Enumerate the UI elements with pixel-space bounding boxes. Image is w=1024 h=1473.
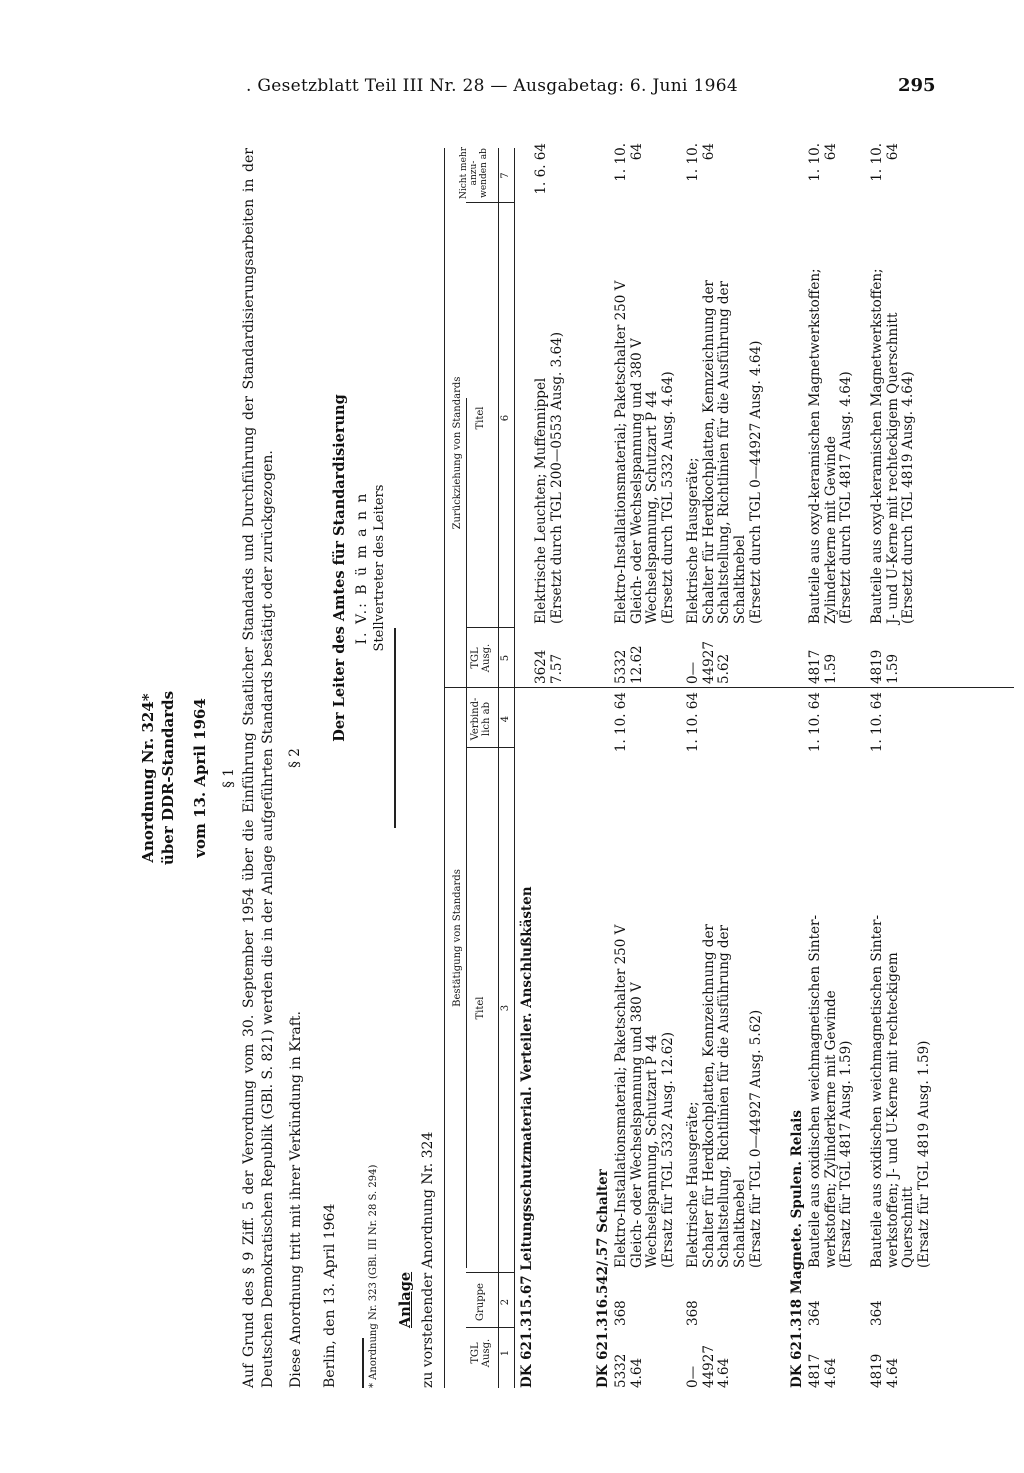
table-top-rule <box>444 148 445 1388</box>
s2-r1-titel: Elektro-Installationsmaterial; Paketschalter 250 V Gleich- oder Wechselspannung und 380 V Wechselspannung, Schutzart P 44 (Ersatz für TGL 5332 Ausg. 12.62) <box>613 924 676 1268</box>
footnote-rule <box>362 1338 364 1388</box>
footnote: * Anordnung Nr. 323 (GBl. III Nr. 28 S. 294) <box>368 1164 379 1388</box>
s1-r1-tgl2: 3624 7.57 <box>533 649 565 684</box>
col-sep-1 <box>466 1327 514 1328</box>
colnum-2: 2 <box>500 1298 511 1306</box>
s3-r2-tgl2: 4819 1.59 <box>869 649 901 684</box>
col-sep-4 <box>444 687 1014 688</box>
colnum-6: 6 <box>500 414 511 422</box>
header-group-rule-1 <box>466 398 467 1268</box>
paragraph-1: Auf Grund des § 9 Ziff. 5 der Verordnung vom 30. September 1954 über die Einführung Staatlicher Standards und Durchführung der Standardisierungsarbeiten in der Deutschen Demokratischen Republik (GBl. S. 821) werden die in der Anlage aufgeführten Standards bestätigt oder zurückgezogen. <box>241 148 276 1388</box>
s3-r2-titel: Bauteile aus oxidischen weichmagnetischen Sinter- werkstoffen; J- und U-Kerne mit rechteckigem Querschnitt (Ersatz für TGL 4819 Ausg. 1.59) <box>869 914 932 1268</box>
colnum-1: 1 <box>500 1349 511 1357</box>
order-title-1: Anordnung Nr. 324* <box>139 693 157 863</box>
order-date: vom 13. April 1964 <box>191 698 209 858</box>
page-header <box>0 76 1024 106</box>
colnum-7: 7 <box>500 172 511 179</box>
s2-r2-tgl: 0—44927 4.64 <box>685 1345 733 1388</box>
annex-subtitle: zu vorstehender Anordnung Nr. 324 <box>420 1131 436 1388</box>
s3-r2-nicht: 1. 10. 64 <box>869 143 901 182</box>
header-bestaetigung: Bestätigung von Standards <box>452 869 463 1007</box>
place-date: Berlin, den 13. April 1964 <box>322 1203 338 1388</box>
s3-r1-verbindlich: 1. 10. 64 <box>807 692 823 753</box>
page-number: 295 <box>898 75 936 96</box>
col-sep-6 <box>466 202 514 203</box>
s1-r1-titel2: Elektrische Leuchten; Muffennippel (Ersetzt durch TGL 200—0553 Ausg. 3.64) <box>533 332 565 624</box>
s2-r2-titel2: Elektrische Hausgeräte; Schalter für Herdkochplatten, Kennzeichnung der Schaltstellung, Richtlinien für die Ausführung der Schaltknebel (Ersetzt durch TGL 0—44927 Ausg. 4.64) <box>685 280 764 624</box>
colnum-top-rule <box>498 148 499 1388</box>
s3-r1-gruppe: 364 <box>807 1300 823 1326</box>
col-nicht-mehr: Nicht mehr anzu- wenden ab <box>459 146 489 200</box>
s3-r2-verbindlich: 1. 10. 64 <box>869 692 885 753</box>
s3-r1-nicht: 1. 10. 64 <box>807 143 839 182</box>
paragraph-2: Diese Anordnung tritt mit ihrer Verkündung in Kraft. <box>288 1011 304 1388</box>
s1-r1-nicht: 1. 6. 64 <box>533 143 549 195</box>
s3-r2-tgl: 4819 4.64 <box>869 1353 901 1388</box>
s3-r2-titel2: Bauteile aus oxyd-keramischen Magnetwerkstoffen; J- und U-Kerne mit rechteckigem Querschnitt (Ersetzt durch TGL 4819 Ausg. 4.64) <box>869 268 917 624</box>
colnum-bottom-rule <box>514 148 515 1388</box>
colnum-4: 4 <box>500 715 511 723</box>
order-title-2: über DDR-Standards <box>159 690 177 866</box>
s2-r2-verbindlich: 1. 10. 64 <box>685 692 701 753</box>
s2-r2-titel: Elektrische Hausgeräte; Schalter für Herdkochplatten, Kennzeichnung der Schaltstellung, Richtlinien für die Ausführung der Schaltknebel (Ersatz für TGL 0—44927 Ausg. 5.62) <box>685 924 764 1268</box>
s2-r1-gruppe: 368 <box>613 1300 629 1326</box>
s2-r2-tgl2: 0—44927 5.62 <box>685 641 733 684</box>
col-sep-2 <box>466 1272 514 1273</box>
section-1-label: § 1 <box>221 768 237 788</box>
s3-r1-tgl2: 4817 1.59 <box>807 649 839 684</box>
signature-title: Der Leiter des Amtes für Standardisierung <box>331 394 348 742</box>
rotated-page-content <box>140 138 960 1388</box>
col-tgl: TGL Ausg. <box>470 1338 492 1368</box>
s2-r1-titel2: Elektro-Installationsmaterial; Paketschalter 250 V Gleich- oder Wechselspannung und 380 V Wechselspannung, Schutzart P 44 (Ersetzt durch TGL 5332 Ausg. 4.64) <box>613 280 676 624</box>
s3-r2-gruppe: 364 <box>869 1300 885 1326</box>
col-tgl-2: TGL Ausg. <box>470 643 492 673</box>
running-head: . Gesetzblatt Teil III Nr. 28 — Ausgabetag: 6. Juni 1964 <box>246 76 738 96</box>
col-verbindlich: Verbind- lich ab <box>470 697 492 741</box>
annex-title: Anlage <box>397 1271 414 1328</box>
s2-r1-verbindlich: 1. 10. 64 <box>613 692 629 753</box>
col-titel-2: Titel <box>475 406 486 430</box>
colnum-5: 5 <box>500 654 511 662</box>
signature-name: I. V.: B ü m a n n <box>354 491 370 645</box>
s3-r1-tgl: 4817 4.64 <box>807 1353 839 1388</box>
signature-rule <box>394 628 396 828</box>
dk-section-2: DK 621.316.542/.57 Schalter <box>595 1169 611 1388</box>
s2-r2-gruppe: 368 <box>685 1300 701 1326</box>
dk-section-3: DK 621.318 Magnete. Spulen. Relais <box>789 1109 805 1388</box>
s2-r1-tgl2: 5332 12.62 <box>613 645 645 684</box>
s3-r1-titel2: Bauteile aus oxyd-keramischen Magnetwerkstoffen; Zylinderkerne mit Gewinde (Ersetzt durch TGL 4817 Ausg. 4.64) <box>807 268 855 624</box>
col-sep-3 <box>466 747 514 748</box>
dk-section-1: DK 621.315.67 Leitungsschutzmaterial. Verteiler. Anschlußkästen <box>519 886 535 1388</box>
s2-r1-tgl: 5332 4.64 <box>613 1353 645 1388</box>
s3-r1-titel: Bauteile aus oxidischen weichmagnetischen Sinter- werkstoffen; Zylinderkerne mit Gewinde (Ersatz für TGL 4817 Ausg. 1.59) <box>807 914 855 1268</box>
signature-role: Stellvertreter des Leiters <box>372 484 387 652</box>
col-sep-5 <box>466 627 514 628</box>
colnum-3: 3 <box>500 1004 511 1012</box>
section-2-label: § 2 <box>287 748 303 768</box>
col-gruppe: Gruppe <box>475 1283 486 1321</box>
s2-r2-nicht: 1. 10. 64 <box>685 143 717 182</box>
col-titel: Titel <box>475 996 486 1020</box>
header-zurueckziehung: Zurückziehung von Standards <box>452 376 463 530</box>
s2-r1-nicht: 1. 10. 64 <box>613 143 645 182</box>
